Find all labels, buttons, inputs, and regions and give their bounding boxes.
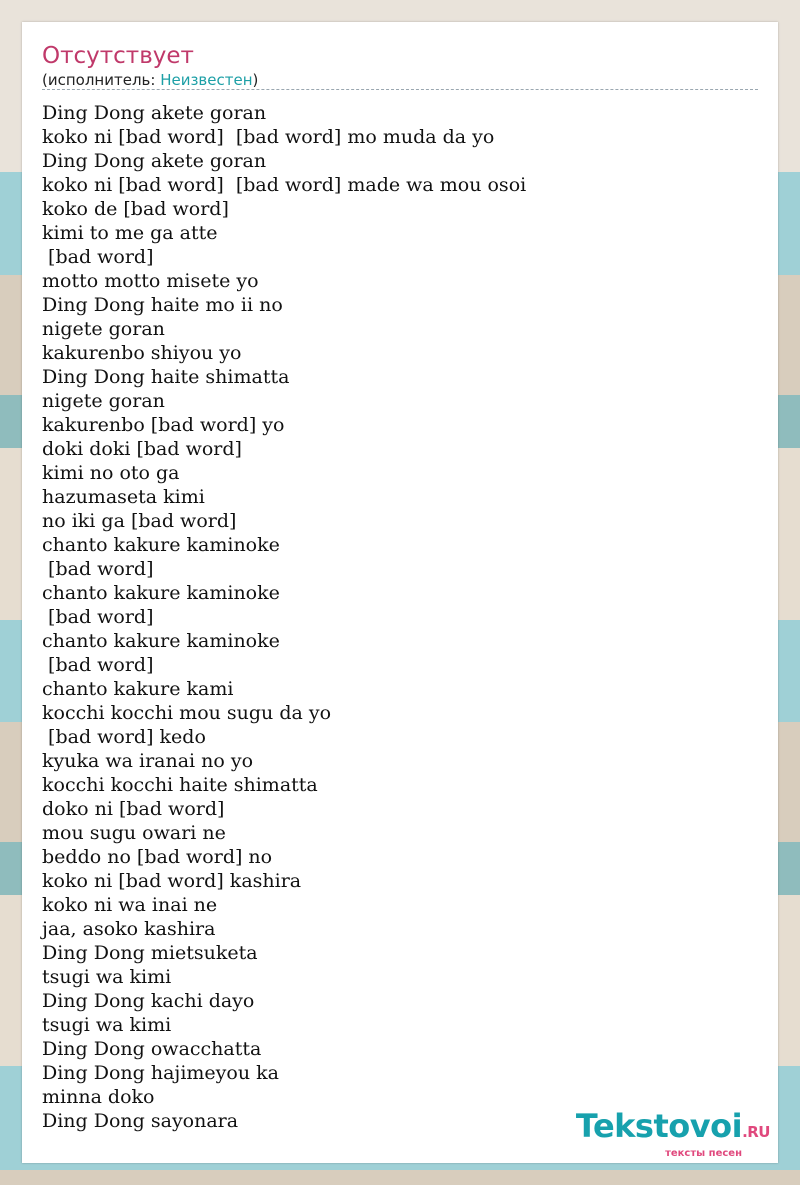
song-title: Отсутствует [42,43,194,69]
lyric-line: nigete goran [42,318,165,340]
lyric-line: koko de [bad word] [42,198,229,220]
lyric-line: mou sugu owari ne [42,822,226,844]
logo-tld: .RU [742,1123,770,1141]
lyrics-card [22,22,778,1163]
lyric-line: nigete goran [42,390,165,412]
lyric-line: jaa, asoko kashira [42,918,216,940]
logo-tagline: тексты песен [665,1148,742,1159]
lyric-line: [bad word] [42,246,154,268]
lyrics-body [42,101,526,1133]
lyric-line: kimi to me ga atte [42,222,218,244]
lyric-line: [bad word] kedo [42,726,206,748]
lyric-line: Ding Dong mietsuketa [42,942,258,964]
lyric-line: kyuka wa iranai no yo [42,750,254,772]
lyric-line: tsugi wa kimi [42,1014,172,1036]
lyric-line: kakurenbo shiyou yo [42,342,242,364]
logo-name: Tekstovoi [575,1107,743,1145]
lyric-line: Ding Dong kachi dayo [42,990,255,1012]
lyric-line: kimi no oto ga [42,462,180,484]
lyric-line: minna doko [42,1086,155,1108]
lyric-line: koko ni [bad word] [bad word] mo muda da yo [42,126,495,148]
lyric-line: no iki ga [bad word] [42,510,237,532]
lyric-line: chanto kakure kaminoke [42,534,280,556]
logo-wordmark [576,1109,770,1149]
lyric-line: koko ni [bad word] [bad word] made wa mou osoi [42,174,527,196]
artist-link[interactable]: Неизвестен [160,71,253,89]
lyric-line: chanto kakure kami [42,678,234,700]
lyric-line: tsugi wa kimi [42,966,172,988]
lyric-line: koko ni [bad word] kashira [42,870,302,892]
lyric-line: beddo no [bad word] no [42,846,273,868]
lyric-line: Ding Dong akete goran [42,102,267,124]
site-logo[interactable] [576,1109,770,1159]
lyric-line: chanto kakure kaminoke [42,582,280,604]
lyric-line: kakurenbo [bad word] yo [42,414,285,436]
divider [42,89,758,90]
lyric-line: Ding Dong hajimeyou ka [42,1062,279,1084]
lyric-line: Ding Dong haite mo ii no [42,294,283,316]
artist-prefix: (исполнитель: [42,71,161,89]
lyric-line: chanto kakure kaminoke [42,630,280,652]
lyric-line: motto motto misete yo [42,270,259,292]
lyric-line: doko ni [bad word] [42,798,225,820]
lyric-line: kocchi kocchi mou sugu da yo [42,702,332,724]
lyric-line: Ding Dong owacchatta [42,1038,262,1060]
artist-line [42,71,258,89]
lyric-line: Ding Dong haite shimatta [42,366,290,388]
lyric-line: [bad word] [42,606,154,628]
lyric-line: [bad word] [42,654,154,676]
lyric-line: [bad word] [42,558,154,580]
lyric-line: doki doki [bad word] [42,438,242,460]
lyric-line: hazumaseta kimi [42,486,205,508]
lyric-line: koko ni wa inai ne [42,894,218,916]
lyric-line: Ding Dong akete goran [42,150,267,172]
artist-suffix: ) [252,71,259,89]
lyric-line: Ding Dong sayonara [42,1110,239,1132]
lyric-line: kocchi kocchi haite shimatta [42,774,318,796]
